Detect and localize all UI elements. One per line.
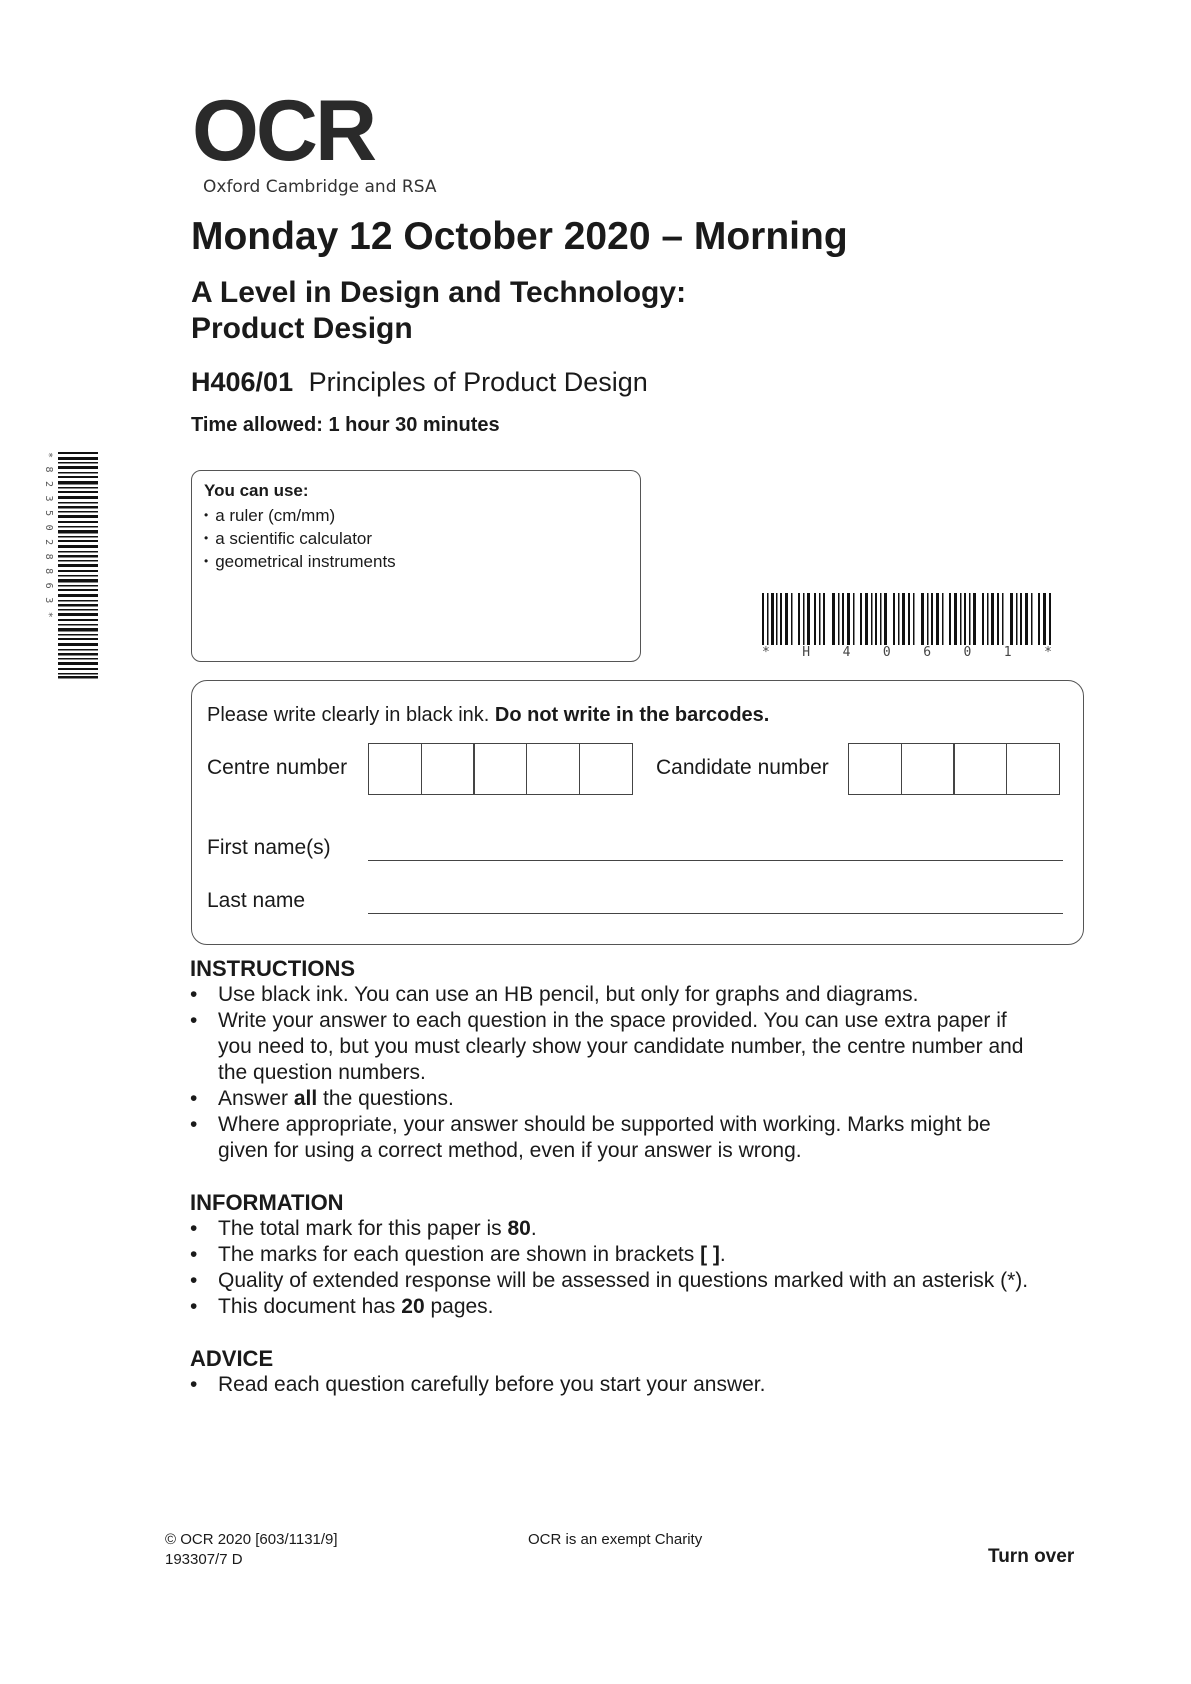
copyright: © OCR 2020 [603/1131/9] [165,1531,338,1548]
barcode-digit: 4 [842,645,851,660]
equipment-item: • a scientific calculator [204,527,628,550]
instructions-list [190,982,1090,1164]
paper-code: H406/01 [191,367,294,397]
information-text: pages. [424,1295,494,1318]
information-item [190,1294,1090,1320]
side-barcode [42,450,98,680]
advice-text: Read each question carefully before you start your answer. [218,1373,766,1396]
equipment-box [191,470,641,662]
centre-digit-box[interactable] [526,743,580,795]
time-allowed: Time allowed: 1 hour 30 minutes [191,414,500,436]
barcode-digit: * [762,645,770,660]
paper-barcode-digits [762,645,1052,660]
candidate-digit-box[interactable] [901,743,955,795]
information-item [190,1268,1090,1294]
barcode-digit: 6 [923,645,932,660]
paper-title [191,367,648,398]
candidate-digit-box[interactable] [1006,743,1060,795]
last-name-field[interactable] [368,913,1063,914]
instruction-text: • Write your answer to each question in the space provided. You can use extra paper if [218,1009,1007,1032]
instruction-text: Answer [218,1087,294,1110]
candidate-digit-box[interactable] [848,743,902,795]
ocr-logo: OCR [192,83,375,179]
information-text: The total mark for this paper is [218,1217,508,1240]
candidate-number-label: Candidate number [656,756,829,779]
barcode-digit: 0 [963,645,972,660]
turn-over: Turn over [988,1546,1075,1567]
information-bold: [ ] [700,1243,720,1266]
ink-instruction-text: Please write clearly in black ink. [207,704,495,726]
information-text: . [719,1243,726,1266]
centre-number-label: Centre number [207,756,348,779]
centre-digit-box[interactable] [368,743,422,795]
last-name-label: Last name [207,889,306,912]
equipment-list [204,504,628,573]
first-name-label: First name(s) [207,836,331,859]
instruction-text: Use black ink. You can use an HB pencil, but only for graphs and diagrams. [218,983,919,1006]
ocr-logo-subtitle: Oxford Cambridge and RSA [203,177,437,197]
side-barcode-digits: *8235028863* [43,452,54,627]
centre-digit-box[interactable] [473,743,527,795]
instruction-text: the question numbers. [218,1061,426,1084]
instruction-text: • Where appropriate, your answer should be supported with working. Marks might be [218,1113,991,1136]
barcode-digit: 0 [882,645,891,660]
barcode-digit: * [1044,645,1052,660]
charity-note: OCR is an exempt Charity [528,1531,703,1548]
centre-number-boxes[interactable] [368,743,633,795]
qualification-line-2: Product Design [191,312,413,345]
information-text: Quality of extended response will be assessed in questions marked with an asterisk (*). [218,1269,1029,1292]
qualification-title [191,275,686,347]
barcode-digit: H [802,645,811,660]
document-reference: 193307/7 D [165,1551,243,1568]
information-item [190,1242,1090,1268]
paper-name: Principles of Product Design [308,367,648,397]
instructions-title: INSTRUCTIONS [190,956,355,981]
equipment-item: • geometrical instruments [204,550,628,573]
instruction-text: given for using a correct method, even if your answer is wrong. [218,1139,802,1162]
ink-instruction-bold: Do not write in the barcodes. [494,704,770,726]
information-text: This document has [218,1295,402,1318]
centre-digit-box[interactable] [579,743,633,795]
instruction-item [190,1008,1090,1086]
information-item [190,1216,1090,1242]
information-list [190,1216,1090,1320]
information-text: . [530,1217,537,1240]
instruction-bold: all [293,1087,318,1110]
first-name-field[interactable] [368,860,1063,861]
equipment-heading: You can use: [204,481,309,500]
paper-barcode-bars [762,593,1051,645]
advice-item [190,1372,1090,1398]
centre-digit-box[interactable] [421,743,475,795]
equipment-item: • a ruler (cm/mm) [204,504,628,527]
information-bold: 20 [401,1295,425,1318]
instruction-item [190,982,1090,1008]
information-bold: 80 [507,1217,531,1240]
instruction-item [190,1086,1090,1112]
information-title: INFORMATION [190,1190,344,1215]
exam-date: Monday 12 October 2020 – Morning [191,215,848,258]
information-text: The marks for each question are shown in brackets [218,1243,701,1266]
advice-list [190,1372,1090,1398]
instruction-text: you need to, but you must clearly show your candidate number, the centre number and [218,1035,1024,1058]
qualification-line-1: A Level in Design and Technology: [191,276,687,309]
side-barcode-bars [58,452,98,679]
ink-instruction [207,704,769,727]
candidate-digit-box[interactable] [953,743,1007,795]
instruction-item [190,1112,1090,1164]
advice-title: ADVICE [190,1346,274,1371]
instruction-text: the questions. [317,1087,454,1110]
barcode-digit: 1 [1003,645,1012,660]
footer-left [165,1530,338,1570]
candidate-number-boxes[interactable] [848,743,1060,795]
